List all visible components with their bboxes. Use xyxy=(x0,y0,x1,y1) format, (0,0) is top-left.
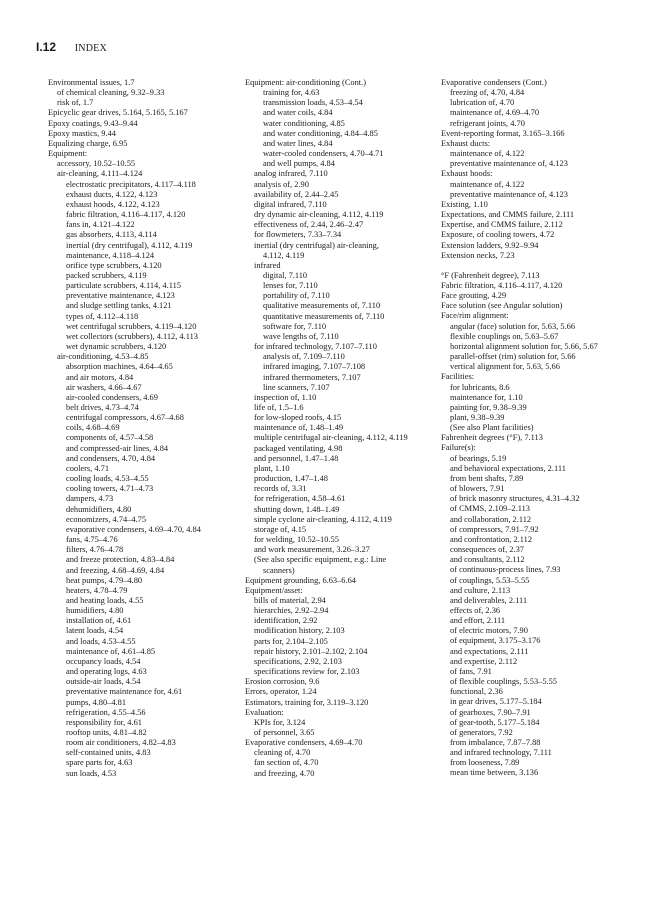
index-subentry: air-conditioning, 4.53–4.85 xyxy=(57,352,149,362)
index-entry: Fahrenheit degrees (°F), 7.113 xyxy=(441,433,543,443)
index-subentry: and sludge settling tanks, 4.121 xyxy=(66,301,172,311)
index-subentry: plant, 1.10 xyxy=(254,463,290,473)
index-subentry: and operating logs, 4.63 xyxy=(66,667,147,677)
index-subentry: maintenance of, 1.48–1.49 xyxy=(254,423,344,433)
index-subentry: of personnel, 3.65 xyxy=(254,728,315,737)
index-subentry: identification, 2.92 xyxy=(254,616,318,626)
index-subentry: in gear drives, 5.177–5.184 xyxy=(450,697,542,707)
index-subentry: of gearboxes, 7.90–7.91 xyxy=(450,707,531,717)
index-subentry: maintenance of, 4.69–4.70 xyxy=(450,108,540,118)
index-subentry: of CMMS, 2.109–2.113 xyxy=(450,504,530,514)
index-subentry: air-cooled condensers, 4.69 xyxy=(66,392,158,402)
index-subentry: from looseness, 7.89 xyxy=(450,758,520,768)
index-subentry: and work measurement, 3.26–3.27 xyxy=(254,545,370,555)
index-subentry: pumps, 4.80–4.81 xyxy=(66,697,127,707)
index-subentry: modification history, 2.103 xyxy=(254,626,345,636)
index-subentry: for low-sloped roofs, 4.15 xyxy=(254,413,342,423)
index-subentry: maintenance of, 4.122 xyxy=(450,149,525,159)
index-subentry: water conditioning, 4.85 xyxy=(263,118,345,128)
index-subentry: and expertise, 2.112 xyxy=(450,656,518,666)
index-subentry: and behavioral expectations, 2.111 xyxy=(450,463,566,473)
index-subentry: and well pumps, 4.84 xyxy=(263,159,335,169)
index-subentry: air washers, 4.66–4.67 xyxy=(66,382,142,392)
index-subentry: for lubricants, 8.6 xyxy=(450,382,510,392)
index-entry: Failure(s): xyxy=(441,443,476,453)
index-subentry: life of, 1.5–1.6 xyxy=(254,403,304,412)
index-subentry: fans in, 4.121–4.122 xyxy=(66,220,135,230)
index-subentry: production, 1.47–1.48 xyxy=(254,474,328,484)
index-subentry: and water conditioning, 4.84–4.85 xyxy=(263,128,378,138)
index-subentry: freezing of, 4.70, 4.84 xyxy=(450,88,525,98)
index-subentry: infrared imaging, 7.107–7.108 xyxy=(263,362,366,372)
index-subentry: cooling loads, 4.53–4.55 xyxy=(66,474,149,484)
index-subentry: simple cyclone air-cleaning, 4.112, 4.119 xyxy=(254,514,392,524)
index-subentry: filters, 4.76–4.78 xyxy=(66,545,124,555)
index-subentry: multiple centrifugal air-cleaning, 4.112, 4.119 xyxy=(254,433,408,443)
index-entry: Expectations, and CMMS failure, 2.111 xyxy=(441,210,575,220)
index-subentry: (See also specific equipment, e.g.: Line xyxy=(254,555,387,565)
index-subentry: particulate scrubbers, 4.114, 4.115 xyxy=(66,281,181,291)
index-column-1 xyxy=(48,78,248,779)
index-subentry: analog infrared, 7.110 xyxy=(254,169,328,179)
index-subentry: of gear-tooth, 5.177–5.184 xyxy=(450,717,540,727)
index-subentry: scanners) xyxy=(263,565,295,575)
index-subentry: occupancy loads, 4.54 xyxy=(66,656,141,666)
index-subentry: of blowers, 7.91 xyxy=(450,484,505,494)
index-subentry: specifications, 2.92, 2.103 xyxy=(254,656,342,666)
index-subentry: repair history, 2.101–2.102, 2.104 xyxy=(254,646,368,656)
index-subentry: and freeze protection, 4.83–4.84 xyxy=(66,555,175,565)
index-subentry: components of, 4.57–4.58 xyxy=(66,433,154,443)
index-entry: Estimators, training for, 3.119–3.120 xyxy=(245,697,369,707)
index-subentry: from imbalance, 7.87–7.88 xyxy=(450,738,541,747)
index-subentry: rooftop units, 4.81–4.82 xyxy=(66,728,147,737)
index-subentry: cooling towers, 4.71–4.73 xyxy=(66,484,154,494)
index-entry: Evaporative condensers, 4.69–4.70 xyxy=(245,738,363,748)
index-subentry: coolers, 4.71 xyxy=(66,463,110,473)
index-subentry: mean time between, 3.136 xyxy=(450,768,539,778)
index-subentry: and consultants, 2.112 xyxy=(450,555,525,565)
index-subentry: cleaning of, 4.70 xyxy=(254,748,311,758)
index-subentry: belt drives, 4.73–4.74 xyxy=(66,403,139,412)
index-subentry: painting for, 9.38–9.39 xyxy=(450,402,527,412)
index-entry: Epicyclic gear drives, 5.164, 5.165, 5.167 xyxy=(48,108,188,118)
index-subentry: fabric filtration, 4.116–4.117, 4.120 xyxy=(66,210,186,220)
index-entry: Evaporative condensers (Cont.) xyxy=(441,78,547,87)
index-subentry: of compressors, 7.91–7.92 xyxy=(450,524,539,534)
index-entry: Environmental issues, 1.7 xyxy=(48,78,135,87)
index-subentry: flexible couplings on, 5.63–5.67 xyxy=(450,331,559,341)
index-entry: Evaluation: xyxy=(245,707,284,717)
index-subentry: outside-air loads, 4.54 xyxy=(66,677,141,687)
index-section-gap xyxy=(441,261,641,271)
index-entry: Epoxy coatings, 9.43–9.44 xyxy=(48,118,138,128)
index-entry: Equipment grounding, 6.63–6.64 xyxy=(245,575,356,585)
index-subentry: of electric motors, 7.90 xyxy=(450,626,528,636)
index-subentry: (See also Plant facilities) xyxy=(450,423,534,433)
index-subentry: electrostatic precipitators, 4.117–4.118 xyxy=(66,179,196,189)
index-subentry: training for, 4.63 xyxy=(263,88,320,98)
index-entry: Equipment: air-conditioning (Cont.) xyxy=(245,78,367,87)
index-subentry: heaters, 4.78–4.79 xyxy=(66,585,128,595)
index-subentry: and expectations, 2.111 xyxy=(450,646,529,656)
index-subentry: maintenance of, 4.122 xyxy=(450,179,525,189)
index-subentry: infrared thermometers, 7.107 xyxy=(263,372,361,382)
index-subentry: gas absorbers, 4.113, 4.114 xyxy=(66,230,157,240)
index-column-3 xyxy=(441,78,641,779)
index-subentry: absorption machines, 4.64–4.65 xyxy=(66,362,173,372)
index-subentry: of chemical cleaning, 9.32–9.33 xyxy=(57,88,165,98)
index-subentry: shutting down, 1.48–1.49 xyxy=(254,504,340,514)
index-subentry: horizontal alignment solution for, 5.66, 5.67 xyxy=(450,341,598,351)
index-subentry: digital infrared, 7.110 xyxy=(254,199,327,209)
index-subentry: of flexible couplings, 5.53–5.55 xyxy=(450,677,557,687)
index-subentry: responsibility for, 4.61 xyxy=(66,717,142,727)
index-subentry: vertical alignment for, 5.63, 5.66 xyxy=(450,362,560,372)
index-entry: Expertise, and CMMS failure, 2.112 xyxy=(441,220,563,230)
index-subentry: for infrared technology, 7.107–7.110 xyxy=(254,342,377,352)
index-subentry: room air conditioners, 4.82–4.83 xyxy=(66,738,176,748)
index-subentry: preventative maintenance, 4.123 xyxy=(66,291,175,301)
index-entry: Face/rim alignment: xyxy=(441,311,509,321)
index-subentry: maintenance for, 1.10 xyxy=(450,392,523,402)
index-subentry: and water coils, 4.84 xyxy=(263,108,333,118)
index-subentry: from bent shafts, 7.89 xyxy=(450,473,524,483)
index-subentry: exhaust hoods, 4.122, 4.123 xyxy=(66,199,160,209)
page-number: I.12 xyxy=(36,40,57,54)
index-subentry: dehumidifiers, 4.80 xyxy=(66,504,132,514)
index-subentry: wave lengths of, 7.110 xyxy=(263,331,339,341)
index-subentry: for welding, 10.52–10.55 xyxy=(254,535,339,545)
index-entry: Epoxy mastics, 9.44 xyxy=(48,128,116,138)
index-subentry: effects of, 2.36 xyxy=(450,605,501,615)
index-subentry: effectiveness of, 2.44, 2.46–2.47 xyxy=(254,220,364,230)
index-subentry: packed scrubbers, 4.119 xyxy=(66,270,147,280)
index-subentry: and effort, 2.111 xyxy=(450,616,506,626)
index-subentry: coils, 4.68–4.69 xyxy=(66,423,120,433)
index-entry: Exhaust hoods: xyxy=(441,169,493,179)
index-subentry: records of, 3.31 xyxy=(254,484,307,494)
index-subentry: for refrigeration, 4.58–4.61 xyxy=(254,494,346,504)
index-entry: Face grouting, 4.29 xyxy=(441,291,507,301)
index-subentry: portability of, 7.110 xyxy=(263,291,330,301)
index-subentry: and loads, 4.53–4.55 xyxy=(66,636,136,646)
index-subentry: spare parts for, 4.63 xyxy=(66,758,133,768)
index-subentry: packaged ventilating, 4.98 xyxy=(254,443,343,453)
index-subentry: wet centrifugal scrubbers, 4.119–4.120 xyxy=(66,321,197,331)
index-entry: Face solution (see Angular solution) xyxy=(441,301,563,311)
index-subentry: analysis of, 7.109–7.110 xyxy=(263,352,345,362)
index-subentry: infrared xyxy=(254,260,281,270)
index-entry: Equipment: xyxy=(48,149,88,159)
index-subentry: of generators, 7.92 xyxy=(450,727,513,737)
index-subentry: availability of, 2.44–2.45 xyxy=(254,189,339,199)
index-subentry: and air motors, 4.84 xyxy=(66,372,134,382)
index-entry: Exhaust ducts: xyxy=(441,138,491,148)
index-subentry: and freezing, 4.70 xyxy=(254,768,315,778)
index-entry: Errors, operator, 1.24 xyxy=(245,687,317,697)
index-subentry: and freezing, 4.68–4.69, 4.84 xyxy=(66,565,165,575)
index-subentry: parts for, 2.104–2.105 xyxy=(254,636,328,646)
index-subentry: humidifiers, 4.80 xyxy=(66,606,124,616)
index-subentry: of equipment, 3.175–3.176 xyxy=(450,636,541,646)
index-subentry: air-cleaning, 4.111–4.124 xyxy=(57,169,143,179)
index-subentry: maintenance of, 4.61–4.85 xyxy=(66,646,156,656)
index-entry: Erosion corrosion, 9.6 xyxy=(245,677,320,687)
index-subentry: economizers, 4.74–4.75 xyxy=(66,514,147,524)
index-subentry: of couplings, 5.53–5.55 xyxy=(450,575,530,585)
index-subentry: inspection of, 1.10 xyxy=(254,392,317,402)
index-entry: Extension necks, 7.23 xyxy=(441,250,515,260)
index-subentry: inertial (dry centrifugal) air-cleaning, xyxy=(254,240,379,250)
index-subentry: quantitative measurements of, 7.110 xyxy=(263,311,385,321)
index-subentry: analysis of, 2.90 xyxy=(254,179,309,189)
index-subentry: of fans, 7.91 xyxy=(450,666,492,676)
index-subentry: and water lines, 4.84 xyxy=(263,138,333,148)
index-subentry: fans, 4.75–4.76 xyxy=(66,535,118,545)
running-head xyxy=(36,40,107,54)
index-subentry: evaporative condensers, 4.69–4.70, 4.84 xyxy=(66,524,201,534)
index-subentry: wet collectors (scrubbers), 4.112, 4.113 xyxy=(66,331,198,341)
index-subentry: water-cooled condensers, 4.70–4.71 xyxy=(263,149,384,159)
index-subentry: and infrared technology, 7.111 xyxy=(450,748,552,758)
index-entry: Equalizing charge, 6.95 xyxy=(48,138,128,148)
index-subentry: heat pumps, 4.79–4.80 xyxy=(66,575,143,585)
index-subentry: types of, 4.112–4.118 xyxy=(66,311,139,321)
index-subentry: KPIs for, 3.124 xyxy=(254,717,306,727)
index-subentry: and personnel, 1.47–1.48 xyxy=(254,453,339,463)
index-subentry: hierarchies, 2.92–2.94 xyxy=(254,606,329,616)
index-subentry: and confrontation, 2.112 xyxy=(450,534,533,544)
index-subentry: centrifugal compressors, 4.67–4.68 xyxy=(66,413,184,423)
index-subentry: line scanners, 7.107 xyxy=(263,382,330,392)
index-subentry: for flowmeters, 7.33–7.34 xyxy=(254,230,342,240)
index-subentry: self-contained units, 4.83 xyxy=(66,748,151,758)
index-subentry: maintenance, 4.118–4.124 xyxy=(66,250,155,260)
running-head-title: INDEX xyxy=(74,43,107,54)
index-column-2 xyxy=(245,78,445,779)
index-subentry: storage of, 4.15 xyxy=(254,524,307,534)
index-subentry: qualitative measurements of, 7.110 xyxy=(263,301,381,311)
index-subentry: preventative maintenance of, 4.123 xyxy=(450,159,568,169)
index-entry: Extension ladders, 9.92–9.94 xyxy=(441,240,539,250)
index-subentry: and deliverables, 2.111 xyxy=(450,595,528,605)
index-subentry: and culture, 2.113 xyxy=(450,585,511,595)
index-subentry: bills of material, 2.94 xyxy=(254,595,326,605)
index-subentry: refrigerant joints, 4.70 xyxy=(450,118,525,128)
index-subentry: exhaust ducts, 4.122, 4.123 xyxy=(66,189,158,199)
index-subentry: parallel-offset (rim) solution for, 5.66 xyxy=(450,352,576,362)
index-subentry: wet dynamic scrubbers, 4.120 xyxy=(66,342,167,352)
index-subentry: of brick masonry structures, 4.31–4.32 xyxy=(450,494,580,504)
index-subentry: of continuous-process lines, 7.93 xyxy=(450,565,561,575)
index-subentry: dry dynamic air-cleaning, 4.112, 4.119 xyxy=(254,210,384,220)
index-subentry: orifice type scrubbers, 4.120 xyxy=(66,260,162,270)
index-subentry: angular (face) solution for, 5.63, 5.66 xyxy=(450,321,576,331)
index-subentry: consequences of, 2.37 xyxy=(450,545,524,555)
index-subentry: latent loads, 4.54 xyxy=(66,626,124,636)
index-subentry: inertial (dry centrifugal), 4.112, 4.119 xyxy=(66,240,193,250)
index-subentry: refrigeration, 4.55–4.56 xyxy=(66,707,146,717)
index-subentry: installation of, 4.61 xyxy=(66,616,132,626)
index-subentry: software for, 7.110 xyxy=(263,321,327,331)
index-subentry: risk of, 1.7 xyxy=(57,98,94,108)
index-subentry: specifications review for, 2.103 xyxy=(254,667,360,677)
index-subentry: sun loads, 4.53 xyxy=(66,768,117,778)
index-subentry: accessory, 10.52–10.55 xyxy=(57,159,136,169)
index-subentry: and heating loads, 4.55 xyxy=(66,595,144,605)
index-entry: Existing, 1.10 xyxy=(441,199,488,209)
index-entry: Equipment/asset: xyxy=(245,585,303,595)
index-entry: Fabric filtration, 4.116–4.117, 4.120 xyxy=(441,280,563,290)
index-subentry: dampers, 4.73 xyxy=(66,494,114,504)
index-subentry: 4.112, 4.119 xyxy=(263,250,305,260)
index-subentry: functional, 2.36 xyxy=(450,687,503,697)
index-subentry: transmission loads, 4.53–4.54 xyxy=(263,98,363,108)
index-entry: Exposure, of cooling towers, 4.72 xyxy=(441,230,555,240)
index-subentry: fan section of, 4.70 xyxy=(254,758,319,768)
index-subentry: and collaboration, 2.112 xyxy=(450,514,532,524)
index-entry: °F (Fahrenheit degree), 7.113 xyxy=(441,270,540,280)
index-subentry: digital, 7.110 xyxy=(263,270,308,280)
index-subentry: and compressed-air lines, 4.84 xyxy=(66,443,169,453)
index-subentry: preventative maintenance for, 4.61 xyxy=(66,687,183,697)
index-subentry: of bearings, 5.19 xyxy=(450,453,507,463)
index-subentry: lenses for, 7.110 xyxy=(263,281,318,291)
index-subentry: plant, 9.38–9.39 xyxy=(450,413,505,422)
index-entry: Event-reporting format, 3.165–3.166 xyxy=(441,128,565,138)
index-subentry: and condensers, 4.70, 4.84 xyxy=(66,453,156,463)
index-subentry: lubrication of, 4.70 xyxy=(450,98,515,108)
index-subentry: preventative maintenance of, 4.123 xyxy=(450,189,568,199)
index-entry: Facilities: xyxy=(441,372,475,382)
